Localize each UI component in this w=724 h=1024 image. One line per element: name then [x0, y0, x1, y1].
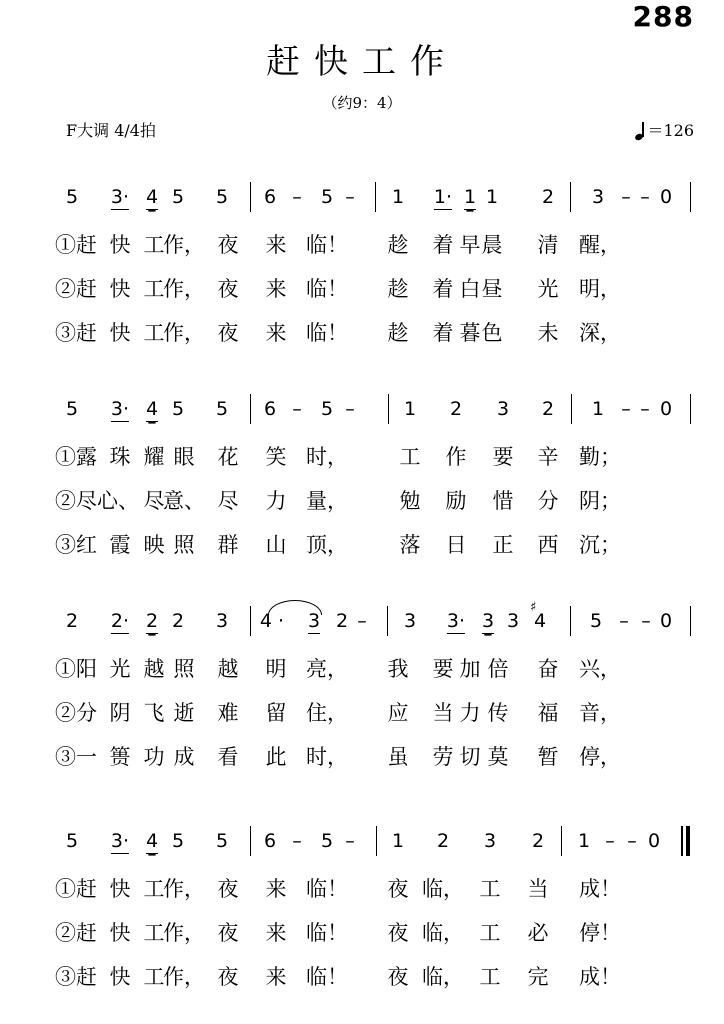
lyric-syllable: 夜	[217, 277, 239, 301]
note: 5	[320, 186, 334, 208]
dash-extension: –	[621, 398, 631, 420]
lyric-syllable: 花	[217, 445, 239, 469]
lyric-syllable: 作，	[163, 277, 205, 301]
lyric-syllable: 沉；	[579, 533, 621, 557]
lyric-syllable: 阴；	[579, 489, 621, 513]
lyric-syllable: 奋	[537, 657, 559, 681]
note: 0	[659, 610, 673, 632]
dash-extension: –	[640, 398, 650, 420]
lyric-syllable: 福	[537, 701, 559, 725]
lyric-syllable: 必	[527, 921, 549, 945]
lyric-syllable: 临！	[306, 321, 348, 345]
note: 0	[659, 398, 673, 420]
lyric-syllable: 快	[109, 277, 131, 301]
lyric-syllable: 作	[445, 445, 467, 469]
lyric-syllable: 夜	[387, 877, 409, 901]
lyric-syllable: 停，	[579, 745, 621, 769]
lyric-syllable: 工	[143, 965, 165, 989]
lyric-syllable: 住，	[306, 701, 348, 725]
note: 5	[320, 398, 334, 420]
lyric-syllable: 笑	[265, 445, 287, 469]
lyric-syllable: 照	[173, 533, 195, 557]
lyric-syllable: 正	[492, 533, 514, 557]
note: 5	[171, 398, 185, 420]
note: 2	[65, 610, 79, 632]
dash-extension: –	[345, 398, 355, 420]
lyric-syllable: 分	[537, 489, 559, 513]
barline	[375, 182, 376, 212]
lyric-syllable: 工	[143, 921, 165, 945]
lyric-syllable: 完	[527, 965, 549, 989]
note: 4	[145, 186, 159, 208]
note: 0	[647, 830, 661, 852]
note: 3	[506, 610, 520, 632]
dash-extension: –	[345, 186, 355, 208]
lyric-syllable: 日	[445, 533, 467, 557]
lyric-syllable: 停！	[579, 921, 621, 945]
lyric-syllable: 夜	[387, 921, 409, 945]
lyric-syllable: 明	[265, 657, 287, 681]
lyric-syllable: 来	[265, 233, 287, 257]
lyric-syllable: 着	[432, 277, 454, 301]
lyric-syllable: 力	[265, 489, 287, 513]
lyric-syllable: ①赶	[55, 233, 97, 257]
note: 3·	[446, 610, 466, 632]
lyric-syllable: 夜	[217, 321, 239, 345]
note: 2	[436, 830, 450, 852]
dash-extension: –	[292, 186, 302, 208]
dash-extension: –	[345, 830, 355, 852]
quarter-note-icon	[635, 122, 645, 140]
lyric-syllable: 顶，	[306, 533, 348, 557]
note: 3	[215, 610, 229, 632]
lyric-syllable: 要	[432, 657, 454, 681]
lyric-syllable: 深，	[579, 321, 621, 345]
lyric-syllable: 倍	[487, 657, 509, 681]
lyric-syllable: 兴，	[579, 657, 621, 681]
lyric-syllable: 夜	[217, 877, 239, 901]
lyric-syllable: 着	[432, 321, 454, 345]
lyric-syllable: 成！	[579, 877, 621, 901]
barline	[250, 826, 251, 856]
barline	[690, 606, 691, 636]
slur-mark	[268, 600, 322, 615]
note: 5	[65, 398, 79, 420]
lyric-syllable: 音，	[579, 701, 621, 725]
final-barline-thick	[686, 826, 690, 856]
notation-row	[0, 182, 724, 216]
lyric-syllable: 当	[432, 701, 454, 725]
note: 3·	[110, 830, 130, 852]
lyric-syllable: 趁	[387, 321, 409, 345]
lyric-syllable: 临，	[422, 965, 464, 989]
lyric-syllable: 山	[265, 533, 287, 557]
lyric-syllable: 未	[537, 321, 559, 345]
lyric-syllable: 惜	[492, 489, 514, 513]
note: 3·	[110, 398, 130, 420]
lyric-syllable: 明，	[579, 277, 621, 301]
lyric-syllable: 越	[217, 657, 239, 681]
note: 3	[481, 610, 495, 632]
lyric-syllable: 此	[265, 745, 287, 769]
lyric-syllable: ①阳	[55, 657, 97, 681]
lyric-syllable: ②赶	[55, 921, 97, 945]
lyric-syllable: 珠	[109, 445, 131, 469]
lyric-line-verse-2	[0, 274, 724, 304]
lyric-syllable: 眼	[173, 445, 195, 469]
lyric-syllable: 快	[109, 965, 131, 989]
note: 1	[485, 186, 499, 208]
lyric-syllable: 来	[265, 877, 287, 901]
lyric-syllable: 照	[173, 657, 195, 681]
dash-extension: –	[292, 830, 302, 852]
lyric-syllable: ②赶	[55, 277, 97, 301]
lyric-syllable: 逝	[173, 701, 195, 725]
lyric-syllable: 尽	[217, 489, 239, 513]
dash-extension: –	[641, 610, 651, 632]
lyric-syllable: 光	[109, 657, 131, 681]
dash-extension: –	[357, 610, 367, 632]
lyric-syllable: 辛	[537, 445, 559, 469]
note: 2	[449, 398, 463, 420]
lyric-syllable: 夜	[217, 921, 239, 945]
lyric-syllable: 切	[459, 745, 481, 769]
lyric-syllable: 留	[265, 701, 287, 725]
note: 4	[533, 610, 547, 632]
lyric-syllable: 传	[487, 701, 509, 725]
note: 5	[171, 830, 185, 852]
lyric-syllable: 着	[432, 233, 454, 257]
lyric-line-verse-3	[0, 962, 724, 992]
notation-row	[0, 600, 724, 640]
barline	[571, 394, 572, 424]
lyric-syllable: 来	[265, 321, 287, 345]
lyric-syllable: 篑	[109, 745, 131, 769]
notation-row	[0, 394, 724, 428]
lyric-syllable: 光	[537, 277, 559, 301]
lyric-syllable: 趁	[387, 277, 409, 301]
lyric-syllable: 夜	[217, 965, 239, 989]
lyric-syllable: 临，	[422, 921, 464, 945]
lyric-syllable: 莫	[487, 745, 509, 769]
note: 3·	[110, 186, 130, 208]
barline	[387, 606, 388, 636]
note: 6	[263, 830, 277, 852]
lyric-syllable: 快	[109, 877, 131, 901]
lyric-line-verse-2	[0, 486, 724, 516]
note: 1	[391, 830, 405, 852]
lyric-syllable: ③红	[55, 533, 97, 557]
lyric-syllable: 心、	[97, 489, 139, 513]
lyric-syllable: 作，	[163, 877, 205, 901]
lyric-syllable: 晨	[481, 233, 503, 257]
lyric-syllable: 快	[109, 233, 131, 257]
lyric-syllable: 西	[537, 533, 559, 557]
lyric-syllable: 临！	[306, 277, 348, 301]
barline	[250, 394, 251, 424]
note: 1	[463, 186, 477, 208]
lyric-syllable: 作，	[163, 921, 205, 945]
dash-extension: –	[619, 610, 629, 632]
lyric-syllable: 来	[265, 921, 287, 945]
note: 1·	[433, 186, 453, 208]
note: 2	[531, 830, 545, 852]
lyric-syllable: 耀	[143, 445, 165, 469]
lyric-syllable: 昼	[481, 277, 503, 301]
lyric-syllable: 工	[399, 445, 421, 469]
note: 3	[483, 830, 497, 852]
note: 2	[541, 398, 555, 420]
note: 4	[145, 398, 159, 420]
note: 3	[496, 398, 510, 420]
lyric-syllable: 阴	[109, 701, 131, 725]
lyric-syllable: 量，	[306, 489, 348, 513]
note: 5	[215, 398, 229, 420]
lyric-syllable: 工	[143, 321, 165, 345]
lyric-syllable: 霞	[109, 533, 131, 557]
lyric-syllable: ③赶	[55, 321, 97, 345]
lyric-syllable: 夜	[387, 965, 409, 989]
lyric-syllable: 临！	[306, 877, 348, 901]
note: 5	[589, 610, 603, 632]
lyric-syllable: 当	[527, 877, 549, 901]
lyric-syllable: 临！	[306, 233, 348, 257]
scripture-reference: （约9：4）	[322, 94, 402, 112]
note: 0	[659, 186, 673, 208]
lyric-syllable: 难	[217, 701, 239, 725]
sharp-sign: ♯	[530, 600, 537, 615]
note: 2	[335, 610, 349, 632]
note: 5	[215, 830, 229, 852]
dash-extension: –	[621, 186, 631, 208]
lyric-line-verse-1	[0, 874, 724, 904]
note: 5	[171, 186, 185, 208]
lyric-syllable: 要	[492, 445, 514, 469]
lyric-syllable: 越	[143, 657, 165, 681]
note: 6	[263, 186, 277, 208]
lyric-syllable: 夜	[217, 233, 239, 257]
lyric-syllable: 醒，	[579, 233, 621, 257]
lyric-syllable: ②分	[55, 701, 97, 725]
lyric-syllable: 励	[445, 489, 467, 513]
lyric-syllable: 力	[459, 701, 481, 725]
lyric-line-verse-1	[0, 654, 724, 684]
lyric-line-verse-3	[0, 742, 724, 772]
lyric-syllable: ①露	[55, 445, 97, 469]
lyric-line-verse-2	[0, 698, 724, 728]
lyric-syllable: 勤；	[579, 445, 621, 469]
note: 5	[65, 830, 79, 852]
lyric-syllable: 加	[459, 657, 481, 681]
lyric-syllable: 作，	[163, 321, 205, 345]
lyric-syllable: 工	[143, 877, 165, 901]
lyric-syllable: ①赶	[55, 877, 97, 901]
hymn-title: 赶快工作	[266, 42, 458, 82]
note: 4	[145, 830, 159, 852]
lyric-line-verse-2	[0, 918, 724, 948]
note: 3	[403, 610, 417, 632]
lyric-syllable: 趁	[387, 233, 409, 257]
lyric-line-verse-1	[0, 230, 724, 260]
dash-extension: –	[292, 398, 302, 420]
lyric-syllable: 作，	[163, 965, 205, 989]
lyric-syllable: 快	[109, 921, 131, 945]
lyric-syllable: 暮	[459, 321, 481, 345]
lyric-line-verse-3	[0, 318, 724, 348]
lyric-syllable: 工	[479, 965, 501, 989]
lyric-syllable: 工	[479, 877, 501, 901]
lyric-syllable: 虽	[387, 745, 409, 769]
note: 2	[171, 610, 185, 632]
lyric-syllable: 清	[537, 233, 559, 257]
lyric-syllable: 工	[143, 233, 165, 257]
barline	[570, 606, 571, 636]
lyric-syllable: 落	[399, 533, 421, 557]
lyric-syllable: 早	[459, 233, 481, 257]
lyric-syllable: 来	[265, 277, 287, 301]
lyric-syllable: 作，	[163, 233, 205, 257]
lyric-syllable: 亮，	[306, 657, 348, 681]
lyric-syllable: 劳	[432, 745, 454, 769]
lyric-syllable: 群	[217, 533, 239, 557]
lyric-syllable: ③赶	[55, 965, 97, 989]
note: 2	[145, 610, 159, 632]
lyric-syllable: 工	[479, 921, 501, 945]
lyric-syllable: 映	[143, 533, 165, 557]
barline	[561, 826, 562, 856]
lyric-syllable: 勉	[399, 489, 421, 513]
note: 1	[403, 398, 417, 420]
note: 5	[65, 186, 79, 208]
barline	[690, 394, 691, 424]
note: 2	[541, 186, 555, 208]
tempo-value: ＝126	[647, 121, 694, 140]
lyric-syllable: 看	[217, 745, 239, 769]
lyric-syllable: ②尽	[55, 489, 97, 513]
lyric-syllable: 意、	[163, 489, 205, 513]
note: 3	[591, 186, 605, 208]
lyric-syllable: 白	[459, 277, 481, 301]
lyric-syllable: 工	[143, 277, 165, 301]
barline	[690, 182, 691, 212]
lyric-syllable: 快	[109, 321, 131, 345]
lyric-syllable: 我	[387, 657, 409, 681]
note: 5	[320, 830, 334, 852]
lyric-syllable: 时，	[306, 745, 348, 769]
dash-extension: –	[640, 186, 650, 208]
note: 1	[391, 186, 405, 208]
lyric-line-verse-1	[0, 442, 724, 472]
barline	[570, 182, 571, 212]
lyric-syllable: 应	[387, 701, 409, 725]
note: 2·	[110, 610, 130, 632]
note: 3	[307, 610, 321, 632]
lyric-syllable: 功	[143, 745, 165, 769]
page-number: 288	[632, 0, 694, 33]
lyric-syllable: 成！	[579, 965, 621, 989]
note: 6	[263, 398, 277, 420]
lyric-syllable: 时，	[306, 445, 348, 469]
lyric-syllable: 尽	[143, 489, 165, 513]
lyric-syllable: 来	[265, 965, 287, 989]
lyric-syllable: 临！	[306, 965, 348, 989]
lyric-syllable: 暂	[537, 745, 559, 769]
note: 1	[577, 830, 591, 852]
note: 1	[591, 398, 605, 420]
note: 5	[215, 186, 229, 208]
barline	[388, 394, 389, 424]
lyric-syllable: 临，	[422, 877, 464, 901]
final-barline-thin	[681, 826, 683, 856]
lyric-syllable: 色	[481, 321, 503, 345]
lyric-syllable: 临！	[306, 921, 348, 945]
barline	[376, 826, 377, 856]
dash-extension: –	[627, 830, 637, 852]
lyric-syllable: 飞	[143, 701, 165, 725]
barline	[250, 182, 251, 212]
lyric-line-verse-3	[0, 530, 724, 560]
lyric-syllable: ③一	[55, 745, 97, 769]
notation-row	[0, 826, 724, 860]
tempo-marking	[635, 118, 694, 141]
lyric-syllable: 成	[173, 745, 195, 769]
dash-extension: –	[605, 830, 615, 852]
barline	[250, 606, 251, 636]
key-and-meter: F大调 4/4拍	[66, 121, 156, 140]
note: 4 ·	[259, 610, 285, 632]
